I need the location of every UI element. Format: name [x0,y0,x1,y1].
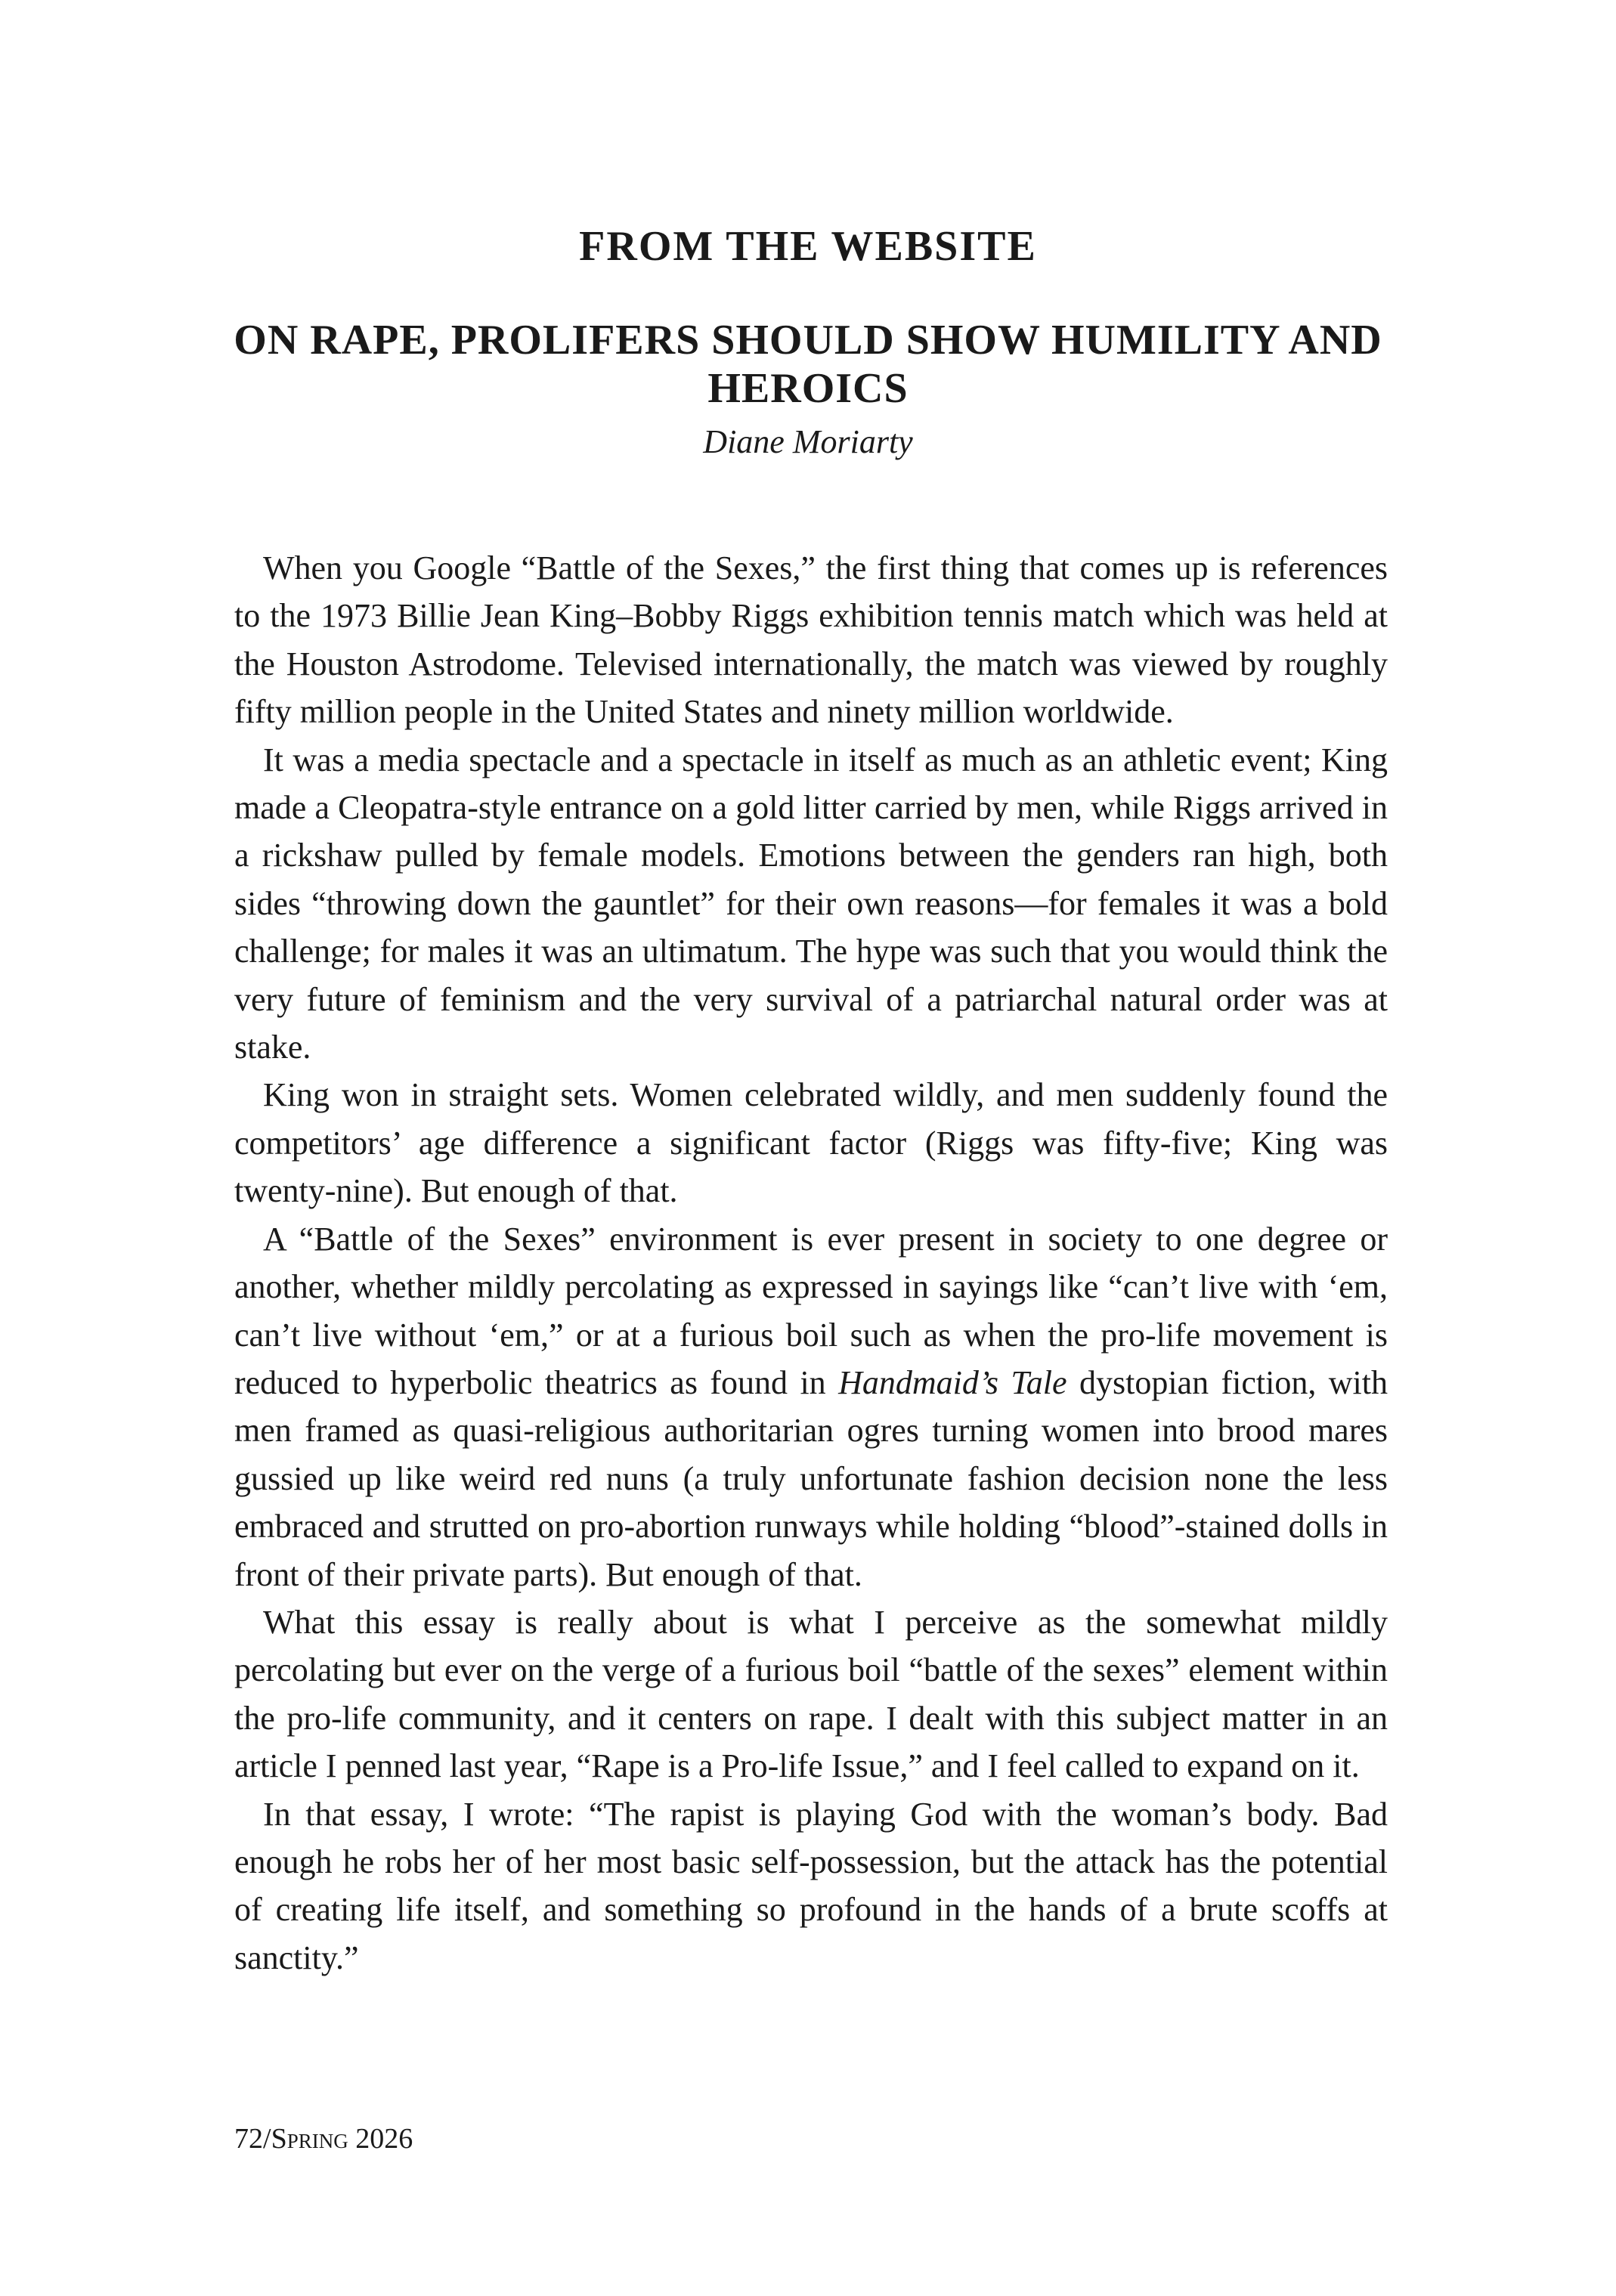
book-title-italic: Handmaid’s Tale [838,1363,1067,1401]
article-body [234,544,1388,1982]
page-footer [234,2120,413,2158]
paragraph-6: In that essay, I wrote: “The rapist is playing God with the woman’s body. Bad enough he robs her of her most basic self-possession, but the attack has the potential of creating life itself, and something so profound in the hands of a brute scoffs at sanctity.” [234,1795,1388,1976]
page-number: 72/ [234,2123,271,2155]
paragraph-2: It was a media spectacle and a spectacle in itself as much as an athletic event; King made a Cleopatra-style entrance on a gold litter carried by men, while Riggs arrived in a rickshaw pulled by female models. Emotions between the genders ran high, both sides “throwing down the gauntlet” for their own reasons—for females it was a bold challenge; for males it was an ultimatum. The hype was such that you would think the very future of feminism and the very survival of a patriarchal natural order was at stake. [234,741,1388,1066]
issue-season: Spring [271,2123,348,2155]
paragraph-4-text-start: A “Battle of the Sexes” environment is ever present in society to one degree or another, whether mildly percolating as expressed in sayings like “can’t live with ‘em, can’t live without ‘em,” or at a furious boil such as when the pro-life movement is reduced to hyperbolic theatrics as found in [234,1220,1388,1401]
paragraph-4-text-end: dystopian fiction, with men framed as quasi-religious authoritarian ogres turning women into brood mares gussied up like weird red nuns (a truly unfortunate fashion decision none the less embraced and strutted on pro-abortion runways while holding “blood”-stained dolls in front of their private parts). But enough of that. [234,1363,1388,1593]
issue-year: 2026 [348,2123,413,2155]
article-author: Diane Moriarty [703,423,913,460]
section-label: FROM THE WEBSITE [579,223,1037,270]
article-title: ON RAPE, PROLIFERS SHOULD SHOW HUMILITY AND HEROICS [234,317,1382,412]
paragraph-4 [234,1215,1388,1598]
paragraph-5: What this essay is really about is what I perceive as the somewhat mildly percolating but ever on the verge of a furious boil “battle of the sexes” element within the pro-life community, and it centers on rape. I dealt with this subject matter in an article I penned last year, “Rape is a Pro-life Issue,” and I feel called to expand on it. [234,1603,1388,1785]
paragraph-1: When you Google “Battle of the Sexes,” the first thing that comes up is references to the 1973 Billie Jean King–Bobby Riggs exhibition tennis match which was held at the Houston Astrodome. Televised internationally, the match was viewed by roughly fifty million people in the United States and ninety million worldwide. [234,549,1388,731]
paragraph-3: King won in straight sets. Women celebrated wildly, and men suddenly found the competitors’ age difference a significant factor (Riggs was fifty-five; King was twenty-nine). But enough of that. [234,1076,1388,1210]
